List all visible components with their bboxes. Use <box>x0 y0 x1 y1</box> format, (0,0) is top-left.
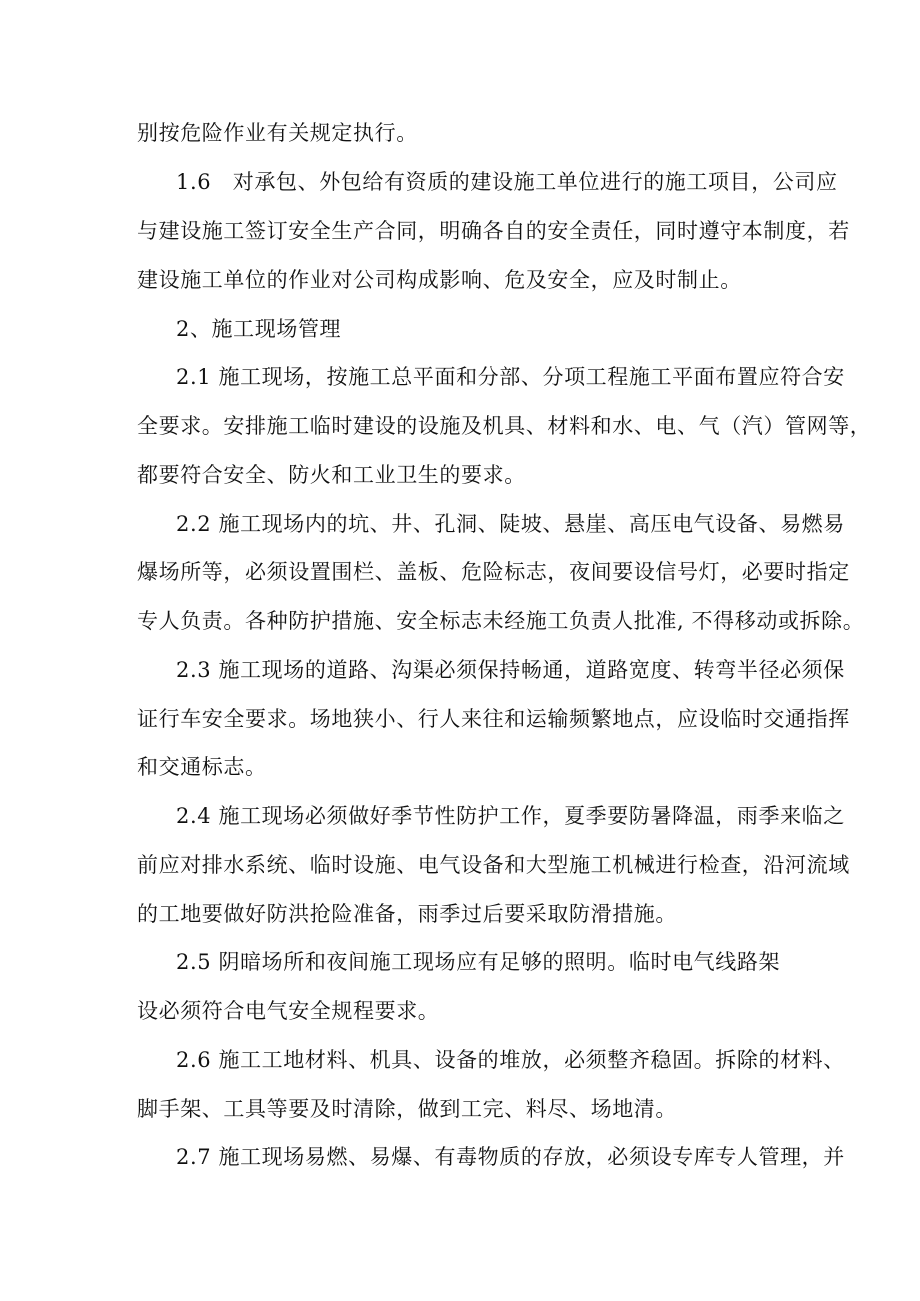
text-line: 脚手架、工具等要及时清除，做到工完、料尽、场地清。 <box>137 1097 677 1121</box>
paragraph-2-2-line-1: 2.2 施工现场内的坑、井、孔洞、陡坡、悬崖、高压电气设备、易燃易 <box>176 512 845 536</box>
text-line: 别按危险作业有关规定执行。 <box>137 121 418 145</box>
text-line: 的工地要做好防洪抢险准备，雨季过后要采取防滑措施。 <box>137 902 677 926</box>
text-line: 专人负责。各种防护措施、安全标志未经施工负责人批准, 不得移动或拆除。 <box>137 609 865 633</box>
paragraph-2-5-line-1: 2.5 阴暗场所和夜间施工现场应有足够的照明。临时电气线路架 <box>176 950 781 974</box>
paragraph-2-7-line-1: 2.7 施工现场易燃、易爆、有毒物质的存放，必须设专库专人管理，并 <box>176 1145 845 1169</box>
paragraph-1-6-line-1: 1.6 对承包、外包给有资质的建设施工单位进行的施工项目，公司应 <box>176 170 838 194</box>
paragraph-2-4-line-1: 2.4 施工现场必须做好季节性防护工作，夏季要防暑降温，雨季来临之 <box>176 804 845 828</box>
text-line: 全要求。安排施工临时建设的设施及机具、材料和水、电、气（汽）管网等， <box>137 414 872 438</box>
text-line: 证行车安全要求。场地狭小、行人来往和运输频繁地点，应设临时交通指挥 <box>137 707 850 731</box>
text-line: 都要符合安全、防火和工业卫生的要求。 <box>137 463 526 487</box>
paragraph-2-1-line-1: 2.1 施工现场，按施工总平面和分部、分项工程施工平面布置应符合安 <box>176 365 845 389</box>
paragraph-2-3-line-1: 2.3 施工现场的道路、沟渠必须保持畅通，道路宽度、转弯半径必须保 <box>176 658 845 682</box>
paragraph-2-6-line-1: 2.6 施工工地材料、机具、设备的堆放，必须整齐稳固。拆除的材料、 <box>176 1048 845 1072</box>
section-heading: 2、施工现场管理 <box>176 317 342 341</box>
text-line: 前应对排水系统、临时设施、电气设备和大型施工机械进行检查，沿河流域 <box>137 853 850 877</box>
text-line: 建设施工单位的作业对公司构成影响、危及安全，应及时制止。 <box>137 268 742 292</box>
text-line: 和交通标志。 <box>137 755 267 779</box>
text-line: 设必须符合电气安全规程要求。 <box>137 999 440 1023</box>
text-line: 与建设施工签订安全生产合同，明确各自的安全责任，同时遵守本制度，若 <box>137 219 850 243</box>
text-line: 爆场所等，必须设置围栏、盖板、危险标志，夜间要设信号灯，必要时指定 <box>137 560 850 584</box>
